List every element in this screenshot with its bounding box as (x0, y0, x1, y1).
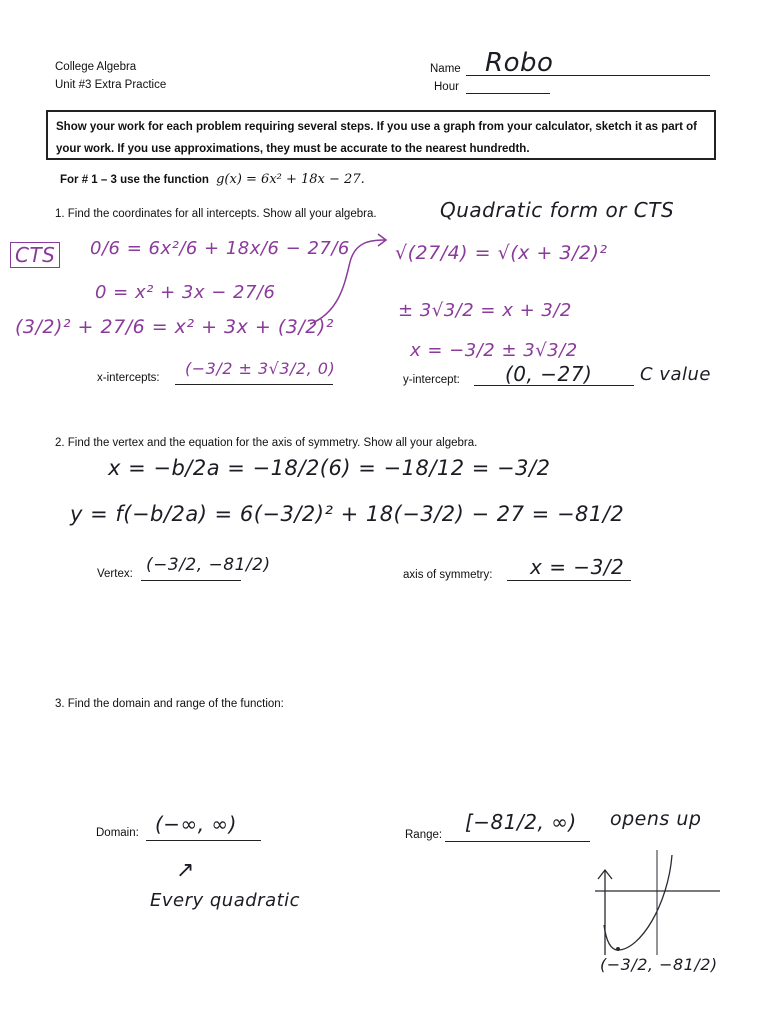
q1-x-int-label: x-intercepts: (97, 372, 160, 384)
q3-range-label: Range: (405, 829, 443, 841)
instructions-text: Show your work for each problem requiring several steps. If you use a graph from your calculator, sketch it as part of your work. If you use approximations, they must be accurate to the nearest hundredth. (56, 121, 697, 155)
parabola-sketch (590, 845, 730, 960)
instructions-box (46, 110, 716, 160)
function-intro-text: For # 1 – 3 use the function (60, 174, 209, 186)
q3-domain-line (146, 840, 261, 841)
q2-prompt: 2. Find the vertex and the equation for the axis of symmetry. Show all your algebra. (55, 437, 478, 449)
q2-vertex-line (141, 580, 241, 581)
name-value: Robo (485, 48, 554, 78)
q1-x-int-line (175, 384, 333, 385)
unit-title: Unit #3 Extra Practice (55, 79, 167, 91)
q3-range-value: [−81/2, ∞) (465, 810, 577, 834)
function-intro (60, 172, 365, 187)
q3-prompt: 3. Find the domain and range of the function: (55, 698, 284, 710)
q1-y-int-value: (0, −27) (505, 362, 593, 386)
q1-work-right-1: √(27/4) = √(x + 3/2)² (395, 242, 608, 264)
q2-vertex-label: Vertex: (97, 568, 133, 580)
q2-axis-value: x = −3/2 (530, 555, 625, 579)
q3-domain-label: Domain: (96, 827, 139, 839)
q3-range-note: opens up (610, 808, 702, 830)
q1-x-int-value: (−3/2 ± 3√3/2, 0) (185, 359, 336, 378)
q1-work-left-1: 0/6 = 6x²/6 + 18x/6 − 27/6 (90, 238, 350, 259)
q1-arrow (300, 232, 395, 332)
function-expression: g(x) = 6x² + 18x − 27. (216, 172, 365, 187)
up-arrow-icon: ↗ (176, 858, 195, 883)
q1-work-left-2: 0 = x² + 3x − 27/6 (95, 282, 276, 303)
q3-domain-note: Every quadratic (150, 890, 301, 911)
q2-axis-line (507, 580, 631, 581)
q1-cts-label: CTS (10, 242, 60, 268)
q1-work-right-3: x = −3/2 ± 3√3/2 (410, 340, 578, 361)
q1-work-right-2: ± 3√3/2 = x + 3/2 (398, 300, 572, 321)
q1-prompt: 1. Find the coordinates for all intercepts. Show all your algebra. (55, 208, 377, 220)
q2-work-1: x = −b/2a = −18/2(6) = −18/12 = −3/2 (108, 456, 551, 480)
q1-work-left-3: (3/2)² + 27/6 = x² + 3x + (3/2)² (15, 316, 334, 338)
q2-vertex-value: (−3/2, −81/2) (146, 555, 271, 575)
hour-line (466, 93, 550, 94)
q3-range-line (445, 841, 590, 842)
hour-label: Hour (434, 81, 459, 93)
q2-axis-label: axis of symmetry: (403, 569, 493, 581)
q1-y-int-note: C value (640, 364, 711, 385)
name-label: Name (430, 63, 461, 75)
q3-domain-value: (−∞, ∞) (155, 812, 237, 836)
q2-work-2: y = f(−b/2a) = 6(−3/2)² + 18(−3/2) − 27 = −81/2 (70, 502, 625, 526)
q3-vertex-sketch-label: (−3/2, −81/2) (600, 955, 718, 974)
q1-method-note: Quadratic form or CTS (440, 198, 675, 222)
q1-y-int-label: y-intercept: (403, 374, 460, 386)
course-title: College Algebra (55, 61, 137, 73)
